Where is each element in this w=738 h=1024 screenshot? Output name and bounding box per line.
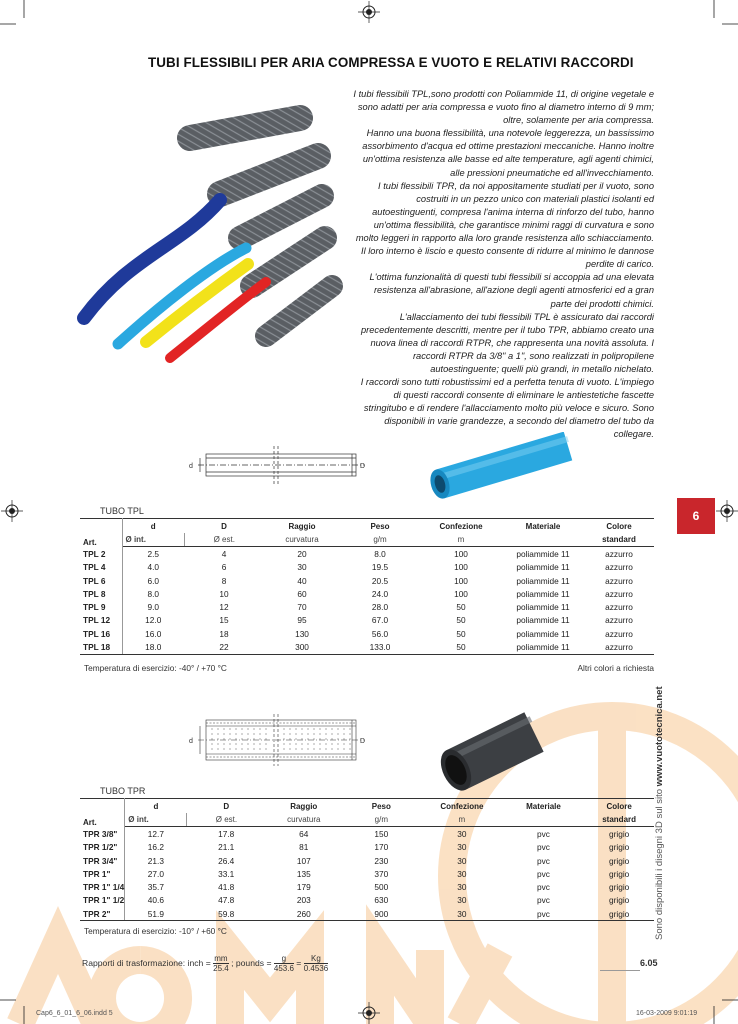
col-header: d [122,519,184,534]
table-cell: azzurro [605,588,633,599]
table-cell: azzurro [605,615,633,626]
col-subheader: g/m [342,813,421,827]
dim-D-label: D [360,463,366,470]
table-cell: 18 [219,628,229,639]
table-cell: 24.0 [371,588,389,599]
tpl-table-label: TUBO TPL [100,506,144,516]
table-cell: 133.0 [340,640,420,654]
table-cell: 56.0 [371,628,389,639]
table-cell: 30 [457,882,467,893]
fraction-denominator: 25.4 [213,964,229,973]
table-cell: 9.0 [147,602,160,613]
article-code-cell: TPR 1" [80,867,125,880]
table-cell: poliammide 11 [502,640,584,654]
table-subheader-row [80,533,654,547]
article-code-cell: TPL 18 [80,640,122,654]
table-cell: 100 [454,575,468,586]
table-cell: 50 [456,615,466,626]
footer-file: Cap6_6_01_6_06.indd 5 [36,1010,113,1017]
dim-D-label: D [360,738,366,745]
table-cell: 8.0 [147,588,160,599]
table-cell: 95 [297,615,307,626]
table-cell: 4 [221,548,227,559]
table-cell: pvc [537,855,550,866]
dim-d-label: d [189,738,193,745]
col-subheader: Ø est. [184,533,264,547]
table-cell: 12.0 [145,615,162,626]
dim-d-label: d [189,463,193,470]
table-row [80,574,654,587]
table-cell: poliammide 11 [516,575,570,586]
equals-sign: = [296,957,302,968]
table-cell: 130 [295,628,309,639]
table-cell: 50 [420,640,502,654]
fraction-numerator: g [274,954,294,964]
table-cell: 30 [297,562,307,573]
tpr-temperature-note: Temperatura di esercizio: -10° / +60 °C [84,926,227,936]
side-note-text: Sono disponibili i disegni 3D sul sito [654,788,665,940]
table-row [80,561,654,574]
intro-paragraph: Il loro interno è liscio e questo consente di ridurre al minimo le dannose perdite di carico. [360,246,654,270]
table-cell: 6.0 [147,575,160,586]
inch-fraction [213,954,229,973]
table-row [80,614,654,627]
col-subheader: curvatura [264,533,340,547]
table-cell: 60 [297,588,307,599]
table-row [80,640,654,654]
table-cell: 500 [374,882,389,893]
table-row [80,827,654,841]
col-header: Colore [584,519,654,534]
tpl-rows [80,547,654,654]
table-cell: 900 [342,907,421,921]
table-cell: 40.6 [147,895,164,906]
table-cell: 12 [219,602,229,613]
table-cell: grigio [584,907,654,921]
table-cell: poliammide 11 [516,628,570,639]
col-header: Materiale [503,799,585,814]
col-subheader [503,813,585,827]
intro-paragraph: L'ottima funzionalità di questi tubi flessibili si accoppia ad una elevata resistenza all'abrasione, all'azione degli agenti atmosferici ed a gran parte dei prodotti chimici. [369,272,654,309]
col-header: d [125,799,187,814]
website-link[interactable]: www.vuototecnica.net [654,686,665,787]
table-cell: 35.7 [147,882,164,893]
side-note [654,686,665,940]
intro-paragraph: L'allacciamento dei tubi flessibili TPL è assicurato dai raccordi precedentemente descritti, mentre per il tubo TPR, abbiamo creato una nuova linea di raccordi RTPR, che rappresenta una novità assoluta. I raccordi RTPR da 3/8" a 1", sono realizzati in polipropilene autoestinguente; quelli più grandi, in metallo nichelato. [360,311,654,374]
tpl-colors-note: Altri colori a richiesta [577,663,654,673]
table-cell: 179 [296,882,311,893]
fraction-numerator: Kg [304,954,328,964]
table-cell: 30 [457,842,467,853]
table-cell: 170 [374,842,389,853]
intro-paragraph: Hanno una buona flessibilità, una notevole leggerezza, un bassissimo assorbimento d'acqua ed ottime prestazioni meccaniche. Hanno inoltre un'ottima resistenza alle basse ed alte temperature, agli agenti chimici, alle pressioni pneumatiche ed all'invecchiamento. [362,128,654,178]
table-cell: grigio [608,868,630,879]
intro-paragraph: I tubi flessibili TPL,sono prodotti con Poliammide 11, di origine vegetale e sono adatti per aria compressa e vuoto fino al diametro interno di 9 mm; oltre, solamente per aria compressa. [353,89,654,126]
article-code-cell: TPL 2 [80,547,122,561]
table-cell: pvc [537,868,550,879]
col-subheader: m [420,533,502,547]
table-cell: poliammide 11 [516,588,570,599]
conversion-formula [82,954,328,973]
table-row [80,854,654,867]
table-cell: 27.0 [147,868,164,879]
table-cell: azzurro [605,628,633,639]
col-subheader: Ø int. [122,533,184,547]
table-cell: azzurro [605,575,633,586]
table-cell: 22 [184,640,264,654]
tpr-technical-drawing [188,714,368,766]
article-code-cell: TPL 16 [80,627,122,640]
tpl-technical-drawing [188,444,368,488]
table-cell: pvc [537,828,550,839]
table-cell: pvc [537,895,550,906]
table-cell: 150 [374,828,389,839]
table-cell: pvc [537,842,550,853]
table-cell: 300 [264,640,340,654]
table-cell: poliammide 11 [516,548,570,559]
table-cell: 10 [219,588,229,599]
fraction-denominator: 0.4536 [303,964,329,973]
table-cell: 6 [221,562,227,573]
table-cell: 16.2 [147,842,164,853]
table-cell: azzurro [605,602,633,613]
col-subheader: Ø est. [186,813,265,827]
table-row [80,600,654,613]
table-cell: 260 [266,907,342,921]
article-code-cell: TPR 3/4" [80,854,125,867]
tpr-rows [80,827,654,921]
article-code-cell: TPR 2" [80,907,125,921]
table-cell: 33.1 [218,868,235,879]
col-header: Materiale [502,519,584,534]
col-header: Art. [80,799,125,827]
table-cell: 30 [457,828,467,839]
table-cell: 135 [296,868,311,879]
table-row [80,907,654,921]
col-header: Raggio [264,519,340,534]
tpl-temperature-note: Temperatura di esercizio: -40° / +70 °C [84,663,227,673]
article-code-cell: TPR 1" 1/4 [80,880,125,893]
intro-paragraph: I raccordi sono tutti robustissimi ed a perfetta tenuta di vuoto. L'impiego di questi raccordi consente di eliminare le antiestetiche fascette stringitubo e di rendere l'allacciamento molto più veloce e sicuro. Sono disponibili in varie grandezze, a secondo del diametro del tubo da collegare. [360,377,654,440]
table-cell: 47.8 [218,895,235,906]
tpl-tube-render [418,432,588,500]
kg-fraction [304,954,328,973]
table-cell: 30 [457,868,467,879]
table-cell: 20 [297,548,307,559]
table-cell: 40 [297,575,307,586]
article-code-cell: TPL 4 [80,561,122,574]
table-row [80,880,654,893]
table-cell: 30 [421,907,503,921]
table-cell: 19.5 [371,562,389,573]
table-cell: 51.9 [125,907,187,921]
col-header: D [186,799,265,814]
tpr-table-label: TUBO TPR [100,786,146,796]
table-cell: 2.5 [147,548,160,559]
table-row [80,547,654,561]
col-header: Raggio [266,799,342,814]
col-subheader: g/m [340,533,420,547]
tpr-tube-render [428,708,558,794]
table-cell: grigio [608,828,630,839]
fraction-numerator: mm [214,954,228,963]
col-subheader: Ø int. [125,813,187,827]
table-header-row [80,799,654,814]
page-number: 6.05 [640,958,658,968]
table-cell: 100 [454,548,468,559]
table-cell: azzurro [584,640,654,654]
table-cell: 4.0 [147,562,160,573]
table-cell: 203 [296,895,311,906]
table-row [80,587,654,600]
table-cell: 20.5 [371,575,389,586]
table-row [80,867,654,880]
table-cell: 70 [297,602,307,613]
article-code-cell: TPL 8 [80,587,122,600]
table-cell: 41.8 [218,882,235,893]
table-cell: poliammide 11 [516,562,570,573]
col-subheader: curvatura [266,813,342,827]
table-cell: 230 [374,855,389,866]
col-header: Confezione [421,799,503,814]
table-cell: 8.0 [374,548,386,559]
table-cell: 21.3 [147,855,164,866]
table-cell: 15 [219,615,229,626]
conversion-prefix: Rapporti di trasformazione: inch = [82,957,211,968]
table-cell: 18.0 [122,640,184,654]
table-cell: grigio [608,882,630,893]
table-cell: 67.0 [371,615,389,626]
article-code-cell: TPL 6 [80,574,122,587]
table-cell: 30 [457,855,467,866]
table-cell: 50 [456,628,466,639]
table-cell: 28.0 [371,602,389,613]
col-header: Peso [340,519,420,534]
article-code-cell: TPL 12 [80,614,122,627]
table-cell: 50 [456,602,466,613]
intro-paragraph: I tubi flessibili TPR, da noi appositamente studiati per il vuoto, sono costruiti in un pezzo unico con materiali plastici isolanti ed autoestinguenti, compresa l'anima interna di rinforzo del tubo, hanno un'ottima flessibilità, che garantisce minimi raggi di curvatura e sono molto leggeri in rapporto alla loro grande resistenza allo schiacciamento. [355,180,654,244]
fraction-denominator: 453.6 [273,964,294,973]
table-cell: 100 [454,588,468,599]
article-code-cell: TPR 3/8" [80,827,125,841]
col-subheader: standard [584,813,654,827]
table-cell: 26.4 [218,855,235,866]
tpr-table [80,798,654,921]
col-header: Confezione [420,519,502,534]
page-title: TUBI FLESSIBILI PER ARIA COMPRESSA E VUOTO E RELATIVI RACCORDI [148,55,634,70]
table-cell: 630 [374,895,389,906]
table-cell: grigio [608,895,630,906]
table-cell: azzurro [605,562,633,573]
pounds-label: ; pounds = [231,957,272,968]
table-header-row [80,519,654,534]
table-cell: pvc [503,907,585,921]
table-cell: 16.0 [145,628,162,639]
table-cell: 21.1 [218,842,235,853]
table-cell: 17.8 [218,828,235,839]
section-tab: 6 [677,498,715,534]
col-subheader: m [421,813,503,827]
table-row [80,841,654,854]
table-row [80,627,654,640]
col-subheader: standard [584,533,654,547]
table-cell: azzurro [605,548,633,559]
table-cell: grigio [608,842,630,853]
table-cell: 64 [299,828,309,839]
table-cell: poliammide 11 [516,602,570,613]
col-header: Colore [584,799,654,814]
table-cell: pvc [537,882,550,893]
intro-text [352,88,654,442]
table-cell: poliammide 11 [516,615,570,626]
tubes-product-image [70,96,360,366]
table-row [80,894,654,907]
page-number-rule [600,970,640,971]
table-subheader-row [80,813,654,827]
table-cell: 30 [457,895,467,906]
table-cell: 8 [221,575,227,586]
article-code-cell: TPR 1" 1/2 [80,894,125,907]
col-header: Art. [80,519,122,547]
tpl-table [80,518,654,655]
col-header: Peso [342,799,421,814]
col-subheader [502,533,584,547]
footer-timestamp: 16-03-2009 9:01:19 [636,1010,698,1017]
table-cell: grigio [608,855,630,866]
grams-fraction [274,954,294,973]
table-cell: 59.8 [186,907,265,921]
col-header: D [184,519,264,534]
article-code-cell: TPR 1/2" [80,841,125,854]
table-cell: 81 [299,842,309,853]
table-cell: 107 [296,855,311,866]
table-cell: 370 [374,868,389,879]
article-code-cell: TPL 9 [80,600,122,613]
table-cell: 12.7 [147,828,164,839]
table-cell: 100 [454,562,468,573]
